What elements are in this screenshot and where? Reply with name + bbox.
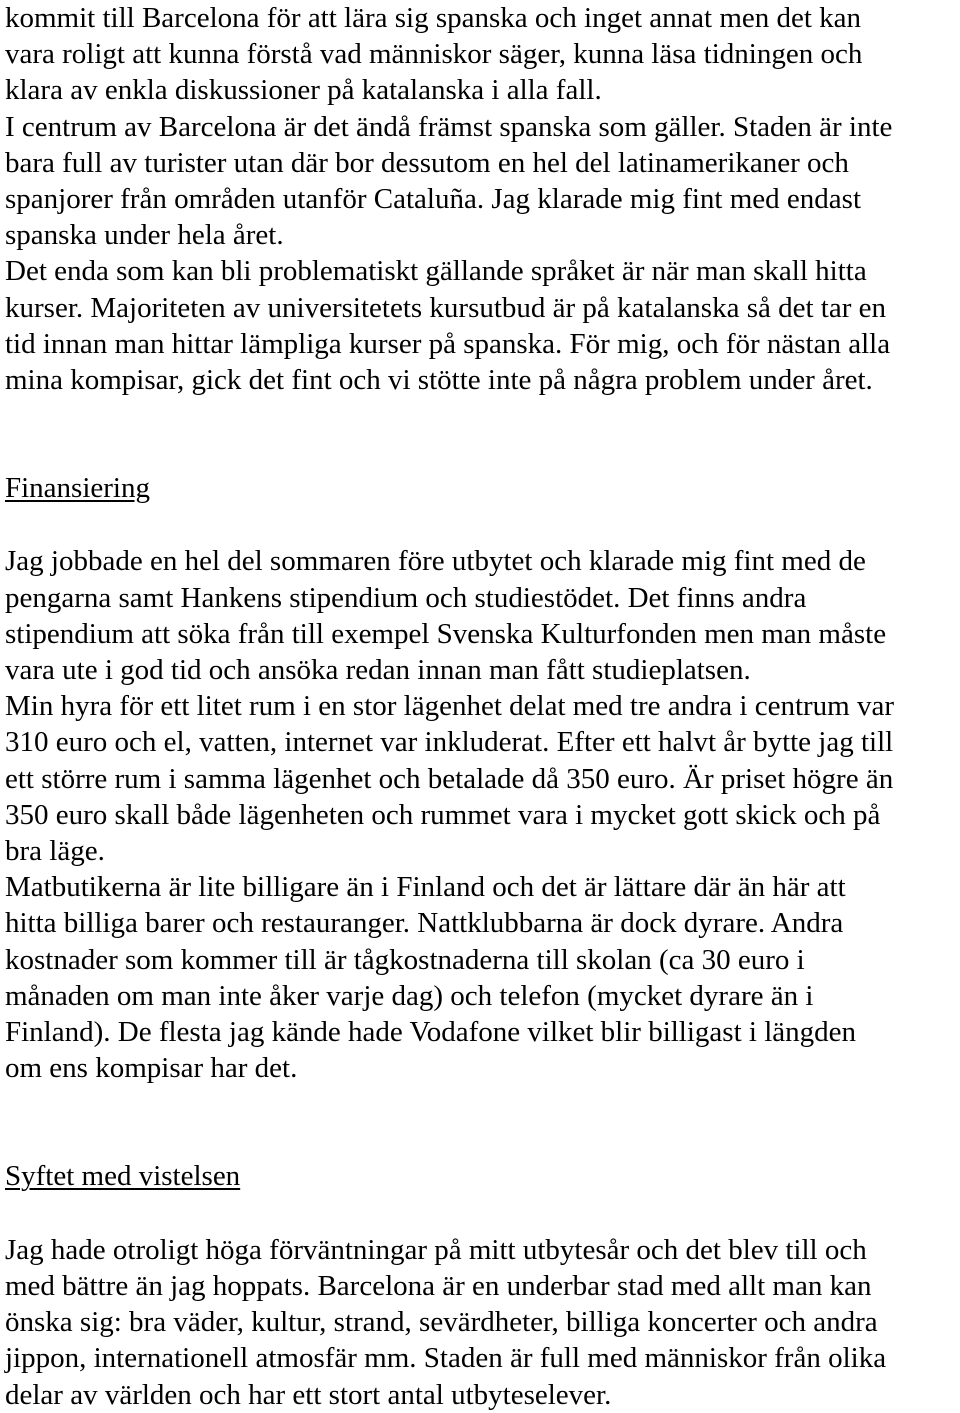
finansiering-paragraph-2: Min hyra för ett litet rum i en stor lägenhet delat med tre andra i centrum var 310 euro och el, vatten, internet var inkluderat. Efter ett halvt år bytte jag till ett större rum i samma lägenhet och betalade då 350 euro. Är priset högre än 350 euro skall både lägenheten och rummet vara i mycket gott skick och på bra läge. — [5, 690, 895, 868]
section-spacer — [5, 398, 960, 470]
intro-paragraph-2: I centrum av Barcelona är det ändå främst spanska som gäller. Staden är inte bara full av turister utan där bor dessutom en hel del latinamerikaner och spanjorer från områden utanför Cataluña. Jag klarade mig fint med endast spanska under hela året. — [5, 110, 893, 252]
finansiering-heading: Finansiering — [5, 472, 150, 505]
document-page — [5, 0, 960, 1413]
heading-spacer — [5, 1195, 960, 1232]
finansiering-paragraph-3: Matbutikerna är lite billigare än i Finland och det är lättare där än här att hitta billiga barer och restauranger. Nattklubbarna är dock dyrare. Andra kostnader som kommer till är tågkostnaderna till skolan (ca 30 euro i månaden om man inte åker varje dag) och telefon (mycket dyrare än i Finland). De flesta jag kände hade Vodafone vilket blir billigast i längden om ens kompisar har det. — [5, 871, 856, 1085]
section-spacer — [5, 1086, 960, 1158]
syftet-heading: Syftet med vistelsen — [5, 1160, 241, 1193]
finansiering-paragraph-1: Jag jobbade en hel del sommaren före utbytet och klarade mig fint med de pengarna samt Hankens stipendium och studiestödet. Det finns andra stipendium att söka från till exempel Svenska Kulturfonden men man måste vara ute i god tid och ansöka redan innan man fått studieplatsen. — [5, 545, 887, 687]
syftet-paragraph-1: Jag hade otroligt höga förväntningar på mitt utbytesår och det blev till och med bättre än jag hoppats. Barcelona är en underbar stad med allt man kan önska sig: bra väder, kultur, strand, sevärdheter, billiga koncerter och andra jippon, internationell atmosfär mm. Staden är full med människor från olika delar av världen och har ett stort antal utbyteselever. — [5, 1233, 887, 1411]
intro-paragraph-3: Det enda som kan bli problematiskt gällande språket är när man skall hitta kurser. Majoriteten av universitetets kursutbud är på katalanska så det tar en tid innan man hittar lämpliga kurser på spanska. För mig, och för nästan alla mina kompisar, gick det fint och vi stötte inte på några problem under året. — [5, 255, 891, 397]
intro-paragraph-1: kommit till Barcelona för att lära sig spanska och inget annat men det kan vara roligt att kunna förstå vad människor säger, kunna läsa tidningen och klara av enkla diskussioner på katalanska i alla fall. — [5, 2, 863, 107]
heading-spacer — [5, 506, 960, 543]
